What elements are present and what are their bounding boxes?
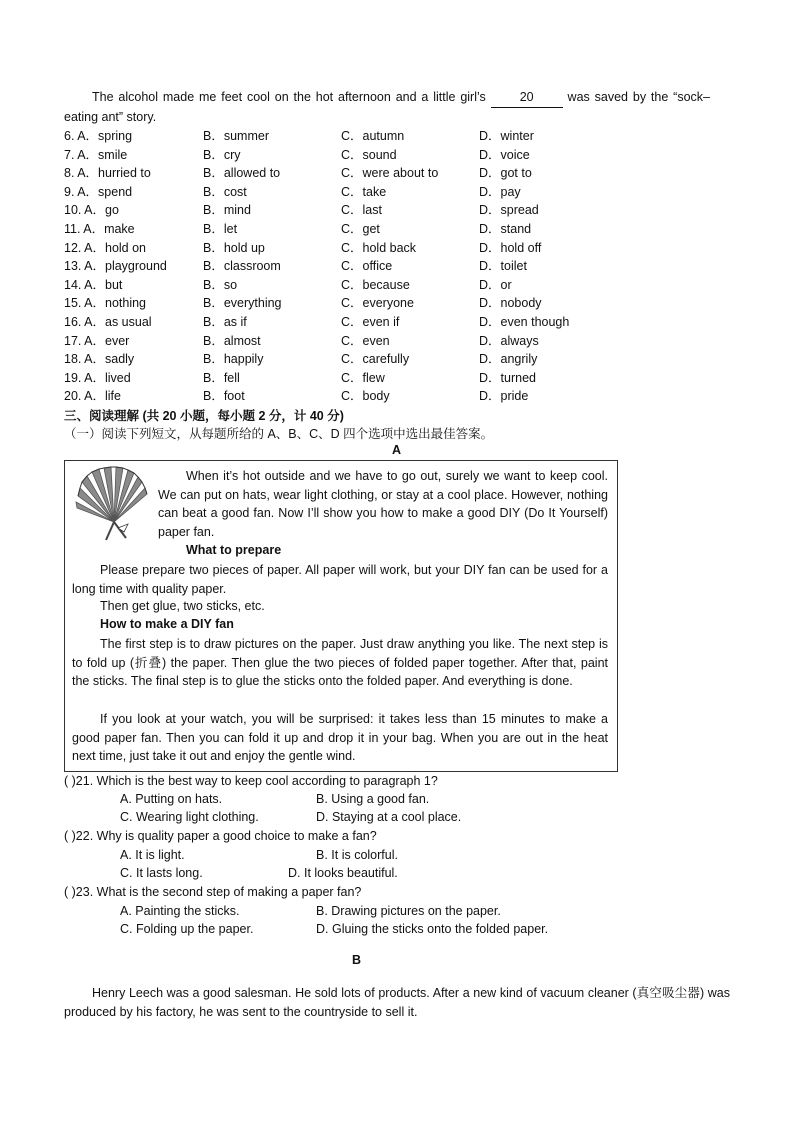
cloze-option-b: B．allowed to	[203, 166, 281, 181]
passage-a-label: A	[392, 443, 402, 457]
passage-b-paragraph-1: Henry Leech was a good salesman. He sold lots of products. After a new kind of vacuum cleaner (真空吸尘器) was produced by his factory, he was sent to the countryside to sell it.	[64, 986, 730, 1019]
cloze-passage-tail	[64, 88, 710, 127]
cloze-option-a: 12. A．hold on	[64, 240, 147, 255]
cloze-option-a: 7. A．smile	[64, 147, 128, 162]
cloze-option-b: B．summer	[203, 129, 269, 143]
cloze-option-a: 16. A．as usual	[64, 315, 152, 329]
cloze-option-a: 9. A．spend	[64, 184, 133, 199]
cloze-option-b: B．so	[203, 277, 238, 292]
question-21-option-b: B. Using a good fan.	[316, 792, 430, 806]
cloze-option-b: B．let	[203, 222, 238, 236]
cloze-option-c: C．office	[341, 259, 393, 274]
cloze-option-row	[64, 145, 724, 163]
passage-a-paragraph-3: Then get glue, two sticks, etc.	[100, 599, 265, 613]
question-21-option-a: A. Putting on hats.	[120, 792, 223, 806]
cloze-option-row	[64, 275, 724, 293]
cloze-option-row	[64, 238, 724, 256]
passage-a-heading-make: How to make a DIY fan	[100, 617, 234, 631]
cloze-option-c: C．last	[341, 203, 382, 218]
cloze-option-d: D．turned	[479, 370, 536, 385]
question-22-option-d: D. It looks beautiful.	[288, 866, 398, 880]
cloze-option-b: B．cost	[203, 184, 247, 199]
cloze-option-c: C．were about to	[341, 166, 439, 181]
cloze-option-c: C．sound	[341, 147, 397, 162]
cloze-option-c: C．even if	[341, 315, 400, 329]
cloze-option-c: C．autumn	[341, 129, 405, 143]
cloze-option-b: B．fell	[203, 370, 240, 385]
cloze-option-c: C．carefully	[341, 352, 410, 367]
cloze-option-d: D．winter	[479, 129, 534, 143]
cloze-option-row	[64, 312, 724, 330]
cloze-option-a: 11. A．make	[64, 222, 135, 236]
cloze-option-d: D．stand	[479, 222, 532, 236]
cloze-option-b: B．foot	[203, 389, 245, 404]
cloze-option-c: C．flew	[341, 370, 385, 385]
cloze-option-a: 18. A．sadly	[64, 352, 135, 367]
cloze-option-row	[64, 126, 724, 144]
cloze-option-row	[64, 163, 724, 181]
cloze-option-c: C．because	[341, 277, 410, 292]
passage-a-paragraph-2: Please prepare two pieces of paper. All paper will work, but your DIY fan can be used for a long time with quality paper.	[72, 563, 608, 596]
cloze-option-a: 15. A．nothing	[64, 296, 147, 311]
cloze-option-d: D．or	[479, 277, 512, 292]
cloze-option-b: B．mind	[203, 203, 251, 218]
cloze-option-row	[64, 200, 724, 218]
passage-a-heading-prepare: What to prepare	[186, 543, 282, 557]
question-23-stem: ( )23. What is the second step of making a paper fan?	[64, 885, 362, 899]
cloze-option-a: 20. A．life	[64, 389, 121, 404]
cloze-option-row	[64, 219, 724, 237]
question-21-option-d: D. Staying at a cool place.	[316, 810, 462, 824]
cloze-option-a: 14. A．but	[64, 277, 123, 292]
cloze-option-b: B．cry	[203, 147, 241, 162]
cloze-option-d: D．even though	[479, 315, 570, 329]
cloze-option-d: D．pay	[479, 184, 521, 199]
cloze-option-a: 10. A．go	[64, 203, 119, 218]
cloze-option-d: D．hold off	[479, 240, 542, 255]
section-three-title: 三、阅读理解 (共 20 小题，每小题 2 分，计 40 分)	[64, 409, 344, 423]
section-three-instruction: （一）阅读下列短文，从每题所给的 A、B、C、D 四个选项中选出最佳答案。	[64, 427, 494, 441]
cloze-option-row	[64, 256, 724, 274]
cloze-option-d: D．angrily	[479, 352, 538, 367]
cloze-option-c: C．take	[341, 184, 387, 199]
cloze-text-before: The alcohol made me feet cool on the hot afternoon and a little girl’s	[92, 90, 486, 104]
cloze-option-row	[64, 386, 724, 404]
cloze-option-row	[64, 349, 724, 367]
cloze-option-b: B．everything	[203, 296, 282, 311]
passage-b-label: B	[352, 953, 362, 967]
paper-fan-image	[70, 466, 154, 542]
cloze-option-b: B．as if	[203, 315, 247, 329]
question-23-option-c: C. Folding up the paper.	[120, 922, 254, 936]
cloze-option-d: D．always	[479, 333, 539, 348]
cloze-option-row	[64, 182, 724, 200]
cloze-option-a: 8. A．hurried to	[64, 166, 151, 181]
cloze-option-row	[64, 368, 724, 386]
cloze-option-c: C．even	[341, 333, 390, 348]
cloze-option-d: D．spread	[479, 203, 539, 218]
cloze-option-a: 6. A．spring	[64, 129, 133, 143]
question-21-option-c: C. Wearing light clothing.	[120, 810, 259, 824]
question-22-option-c: C. It lasts long.	[120, 866, 203, 880]
question-21-stem: ( )21. Which is the best way to keep cool according to paragraph 1?	[64, 774, 438, 788]
passage-a-paragraph-4: The first step is to draw pictures on the paper. Just draw anything you like. The next step is to fold up (折叠) the paper. Then glue the two pieces of folded paper together. After that, paint the sticks. The final step is to glue the sticks onto the folded paper. And everything is done.	[72, 637, 608, 689]
cloze-option-row	[64, 293, 724, 311]
cloze-option-a: 13. A．playground	[64, 259, 167, 274]
cloze-option-c: C．get	[341, 222, 380, 236]
cloze-option-row	[64, 331, 724, 349]
cloze-text-after: was saved by the “sock–eating ant” story.	[64, 90, 710, 124]
cloze-option-b: B．almost	[203, 333, 261, 348]
cloze-option-a: 19. A．lived	[64, 370, 131, 385]
cloze-option-b: B．happily	[203, 352, 264, 367]
question-23-option-d: D. Gluing the sticks onto the folded paper.	[316, 922, 549, 936]
cloze-option-d: D．nobody	[479, 296, 542, 311]
question-23-option-b: B. Drawing pictures on the paper.	[316, 904, 501, 918]
cloze-option-c: C．body	[341, 389, 390, 404]
cloze-blank-20: 20	[491, 88, 563, 108]
cloze-option-a: 17. A．ever	[64, 333, 130, 348]
cloze-option-d: D．voice	[479, 147, 530, 162]
passage-a-paragraph-1: When it’s hot outside and we have to go out, surely we want to keep cool. We can put on hats, wear light clothing, or stay at a cool place. However, nothing can beat a good fan. Now I’ll show you how to make a good DIY (Do It Yourself) paper fan.	[158, 469, 608, 539]
cloze-option-b: B．hold up	[203, 240, 265, 255]
cloze-option-c: C．everyone	[341, 296, 414, 311]
passage-a-paragraph-5: If you look at your watch, you will be surprised: it takes less than 15 minutes to make a good paper fan. Then you can fold it up and drop it in your bag. When you are out in the heat next time, just take it out and enjoy the gentle wind.	[72, 712, 608, 764]
cloze-option-d: D．toilet	[479, 259, 527, 274]
question-22-option-b: B. It is colorful.	[316, 848, 398, 862]
question-22-option-a: A. It is light.	[120, 848, 185, 862]
cloze-option-b: B．classroom	[203, 259, 281, 274]
cloze-option-d: D．got to	[479, 166, 532, 181]
question-23-option-a: A. Painting the sticks.	[120, 904, 240, 918]
cloze-option-d: D．pride	[479, 389, 529, 404]
cloze-option-c: C．hold back	[341, 240, 417, 255]
question-22-stem: ( )22. Why is quality paper a good choice to make a fan?	[64, 829, 377, 843]
